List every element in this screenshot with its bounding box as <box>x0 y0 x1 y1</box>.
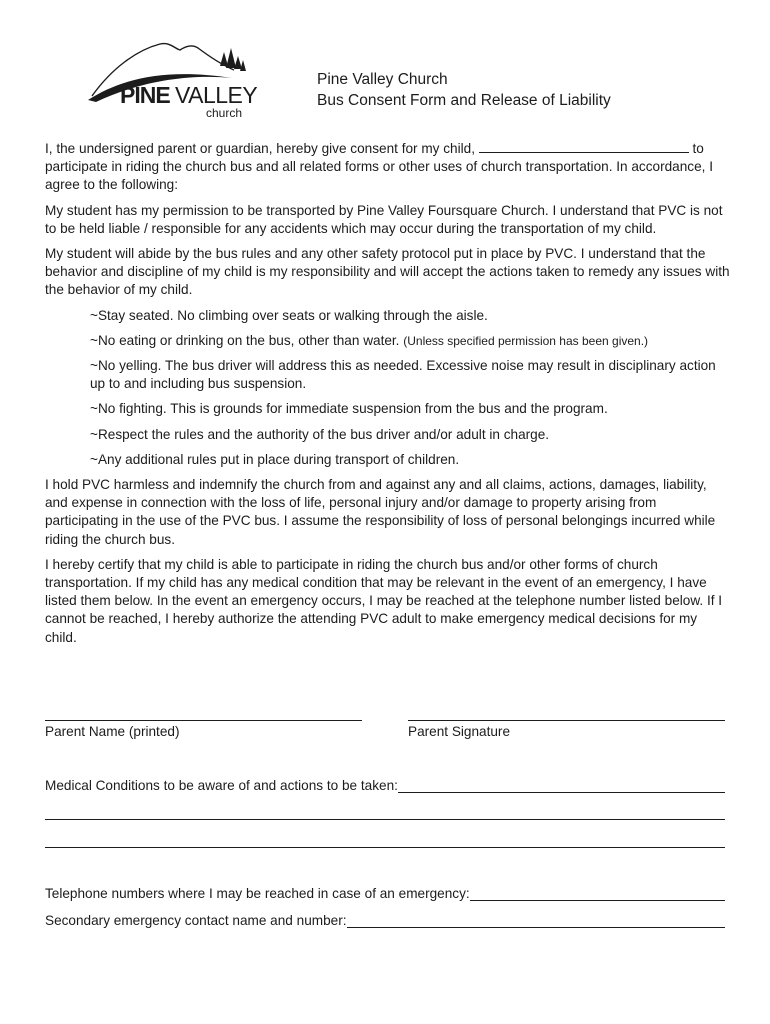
church-name: Pine Valley Church <box>317 71 448 88</box>
church-logo <box>82 38 257 122</box>
certify-paragraph: I hereby certify that my child is able to participate in riding the church bus and/or other forms of church transportation. If my child has any medical condition that may be relevant in the event of an emergency, I have listed them below. In the event an emergency occurs, I may be reached at the telephone number listed below. If I cannot be reached, I hereby authorize the attending PVC adult to make emergency medical decisions for my child. <box>45 556 723 645</box>
parent-name-line[interactable] <box>45 720 362 721</box>
rule-no-yelling: ~No yelling. The bus driver will address this as needed. Excessive noise may result in disciplinary action up to and including bus suspension. <box>90 358 716 392</box>
parent-signature-line[interactable] <box>408 720 725 721</box>
form-header <box>317 69 611 111</box>
rule-stay-seated: ~Stay seated. No climbing over seats or walking through the aisle. <box>90 307 488 323</box>
logo-word-church: church <box>206 106 243 120</box>
intro-rest: to participate in riding the church bus and all related forms or other uses of church transportation. In accordance, I agree to the following: <box>45 141 713 193</box>
medical-conditions-field[interactable] <box>398 778 725 793</box>
rule-no-eating <box>90 332 730 350</box>
telephone-label: Telephone numbers where I may be reached in case of an emergency: <box>45 886 470 901</box>
form-title: Bus Consent Form and Release of Liability <box>317 92 611 109</box>
child-name-field[interactable] <box>479 140 689 153</box>
medical-conditions-row <box>45 778 725 793</box>
rule-no-eating-text: ~No eating or drinking on the bus, other than water. <box>90 332 400 348</box>
rule-additional: ~Any additional rules put in place during transport of children. <box>90 451 460 467</box>
medical-conditions-line-2[interactable] <box>45 819 725 820</box>
intro-paragraph <box>45 140 730 195</box>
secondary-contact-label: Secondary emergency contact name and number: <box>45 913 347 928</box>
telephone-field[interactable] <box>470 886 725 901</box>
medical-conditions-label: Medical Conditions to be aware of and actions to be taken: <box>45 778 398 793</box>
bus-rules-list <box>45 307 730 469</box>
secondary-contact-row <box>45 913 725 928</box>
permission-paragraph: My student has my permission to be transported by Pine Valley Foursquare Church. I understand that PVC is not to be held liable / responsible for any accidents which may occur during the transportation of my child. <box>45 202 723 236</box>
rules-intro-paragraph: My student will abide by the bus rules and any other safety protocol put in place by PVC. I understand that the behavior and discipline of my child is my responsibility and will accept the actions taken to remedy any issues with the behavior of my child. <box>45 246 730 298</box>
rule-no-fighting: ~No fighting. This is grounds for immediate suspension from the bus and the program. <box>90 401 608 417</box>
intro-line: I, the undersigned parent or guardian, hereby give consent for my child, <box>45 141 475 156</box>
medical-conditions-line-3[interactable] <box>45 847 725 848</box>
rule-no-eating-note: (Unless specified permission has been given.) <box>403 333 649 348</box>
parent-name-label: Parent Name (printed) <box>45 724 180 739</box>
rule-respect: ~Respect the rules and the authority of the bus driver and/or adult in charge. <box>90 426 550 442</box>
logo-word-pine: PINE <box>120 82 170 108</box>
hold-harmless-paragraph: I hold PVC harmless and indemnify the church from and against any and all claims, actions, damages, liability, and expense in connection with the loss of life, personal injury and/or damage to property arising from participating in the use of the PVC bus. I assume the responsibility of loss of personal belongings incurred while riding the church bus. <box>45 477 716 547</box>
logo-word-valley: VALLEY <box>175 82 258 108</box>
form-body <box>45 140 730 654</box>
secondary-contact-field[interactable] <box>347 913 726 928</box>
telephone-row <box>45 886 725 901</box>
parent-signature-label: Parent Signature <box>408 724 511 739</box>
